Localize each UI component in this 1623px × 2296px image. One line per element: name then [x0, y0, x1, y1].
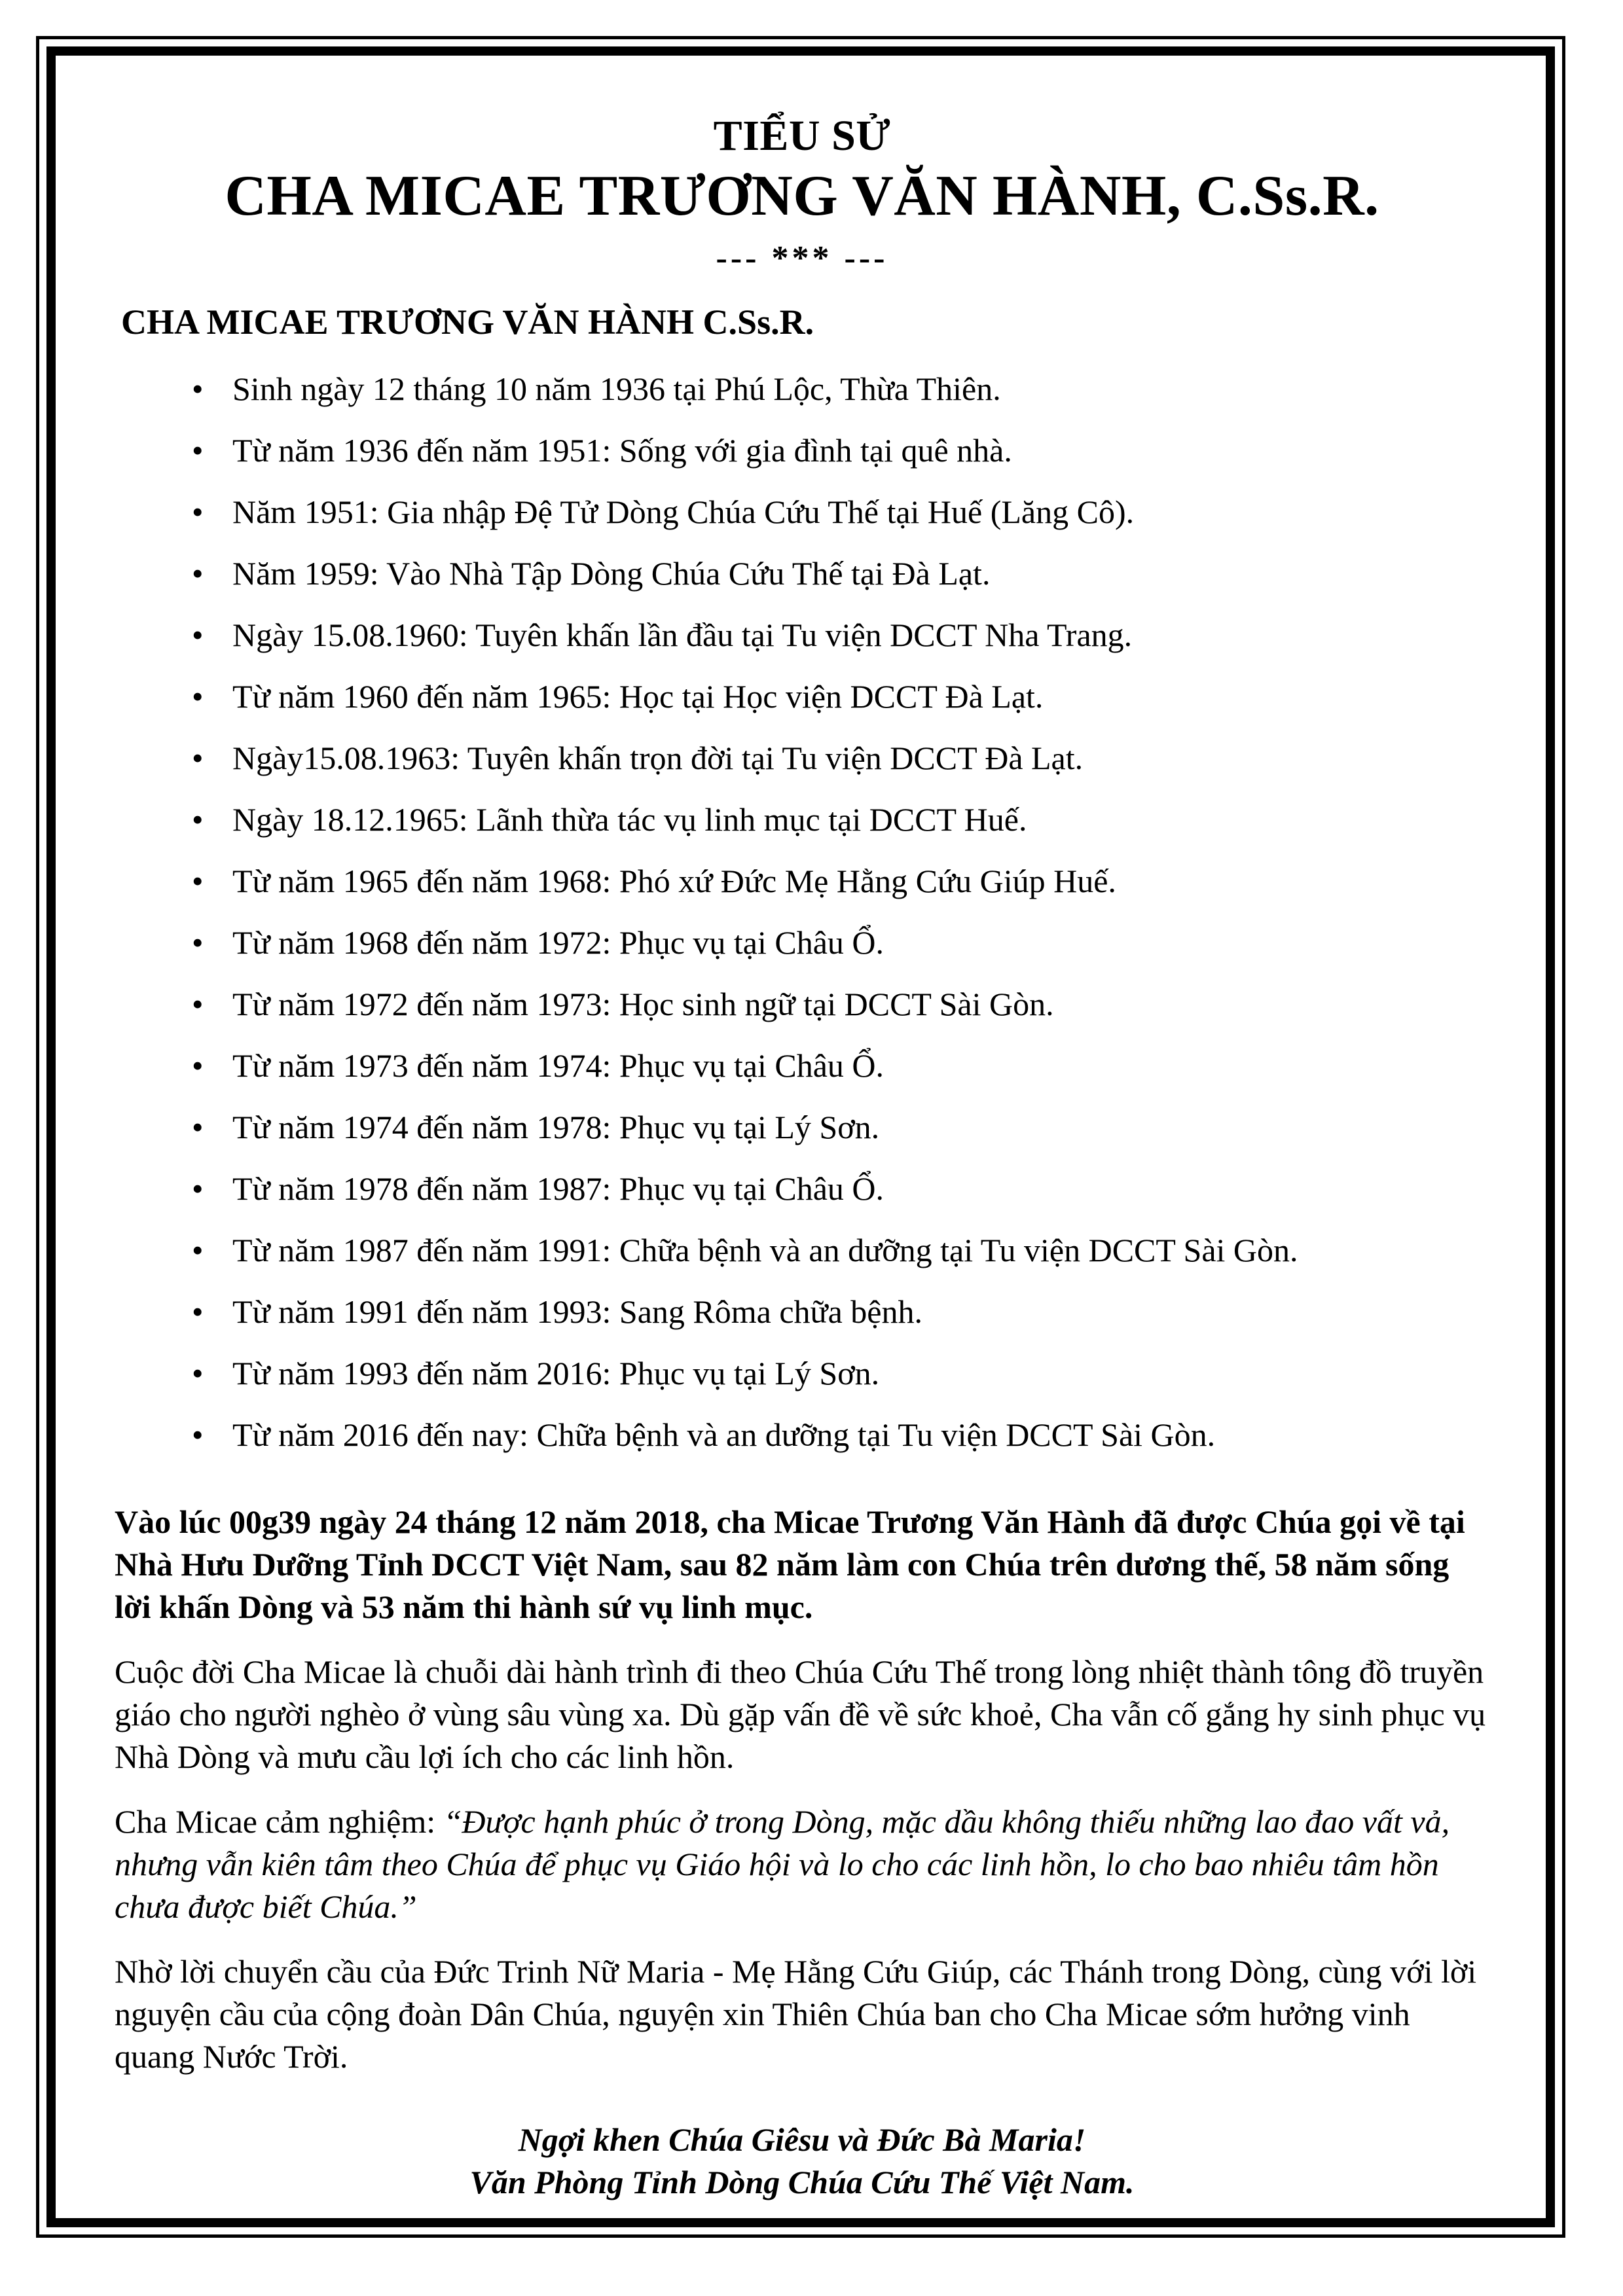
bullet-icon: •	[192, 554, 204, 592]
bullet-icon: •	[192, 800, 204, 838]
list-item-text: Từ năm 1991 đến năm 1993: Sang Rôma chữa bệnh.	[232, 1293, 923, 1330]
document-title-main: CHA MICAE TRƯƠNG VĂN HÀNH, C.Ss.R.	[225, 164, 1379, 228]
bullet-icon: •	[192, 1354, 204, 1391]
list-item-text: Từ năm 1965 đến năm 1968: Phó xứ Đức Mẹ Hằng Cứu Giúp Huế.	[232, 862, 1116, 899]
list-item-text: Ngày 15.08.1960: Tuyên khấn lần đầu tại Tu viện DCCT Nha Trang.	[232, 616, 1133, 653]
list-item-text: Ngày15.08.1963: Tuyên khấn trọn đời tại Tu viện DCCT Đà Lạt.	[232, 739, 1084, 776]
bullet-icon: •	[192, 431, 204, 469]
bullet-icon: •	[192, 493, 204, 530]
list-item	[115, 850, 1489, 912]
list-item	[115, 789, 1489, 850]
bullet-icon: •	[192, 862, 204, 899]
list-item-text: Từ năm 1973 đến năm 1974: Phục vụ tại Châu Ổ.	[232, 1047, 884, 1084]
bullet-icon: •	[192, 1293, 204, 1330]
list-item	[115, 420, 1489, 481]
list-item	[115, 604, 1489, 666]
bullet-icon: •	[192, 616, 204, 653]
list-item	[115, 1404, 1489, 1465]
bullet-icon: •	[192, 1047, 204, 1084]
list-item	[115, 1158, 1489, 1219]
list-item-text: Năm 1959: Vào Nhà Tập Dòng Chúa Cứu Thế tại Đà Lạt.	[232, 554, 991, 592]
death-announcement-paragraph: Vào lúc 00g39 ngày 24 tháng 12 năm 2018, cha Micae Trương Văn Hành đã được Chúa gọi về tại Nhà Hưu Dưỡng Tỉnh DCCT Việt Nam, sau 82 năm làm con Chúa trên dương thế, 58 năm sống lời khấn Dòng và 53 năm thi hành sứ vụ linh mục.	[115, 1503, 1465, 1625]
list-item-text: Từ năm 1960 đến năm 1965: Học tại Học viện DCCT Đà Lạt.	[232, 677, 1044, 715]
bullet-icon: •	[192, 985, 204, 1022]
list-item	[115, 912, 1489, 973]
bullet-icon: •	[192, 1416, 204, 1453]
list-item-text: Từ năm 1974 đến năm 1978: Phục vụ tại Lý Sơn.	[232, 1108, 880, 1145]
closing-signature-line: Văn Phòng Tỉnh Dòng Chúa Cứu Thế Việt Nam.	[469, 2163, 1135, 2200]
list-item-text: Từ năm 1936 đến năm 1951: Sống với gia đình tại quê nhà.	[232, 431, 1012, 469]
list-item-text: Từ năm 1978 đến năm 1987: Phục vụ tại Châu Ổ.	[232, 1170, 884, 1207]
closing-praise-line: Ngợi khen Chúa Giêsu và Đức Bà Maria!	[518, 2121, 1086, 2158]
quote-body: “Được hạnh phúc ở trong Dòng, mặc dầu không thiếu những lao đao vất vả, nhưng vẫn kiên tâm theo Chúa để phục vụ Giáo hội và lo cho các linh hồn, lo cho bao nhiêu tâm hồn chưa được biết Chúa.”	[115, 1803, 1450, 1925]
bullet-icon: •	[192, 1108, 204, 1145]
quote-paragraph	[115, 1778, 1489, 1928]
list-item	[115, 358, 1489, 420]
document-content	[115, 85, 1489, 2200]
list-item	[115, 543, 1489, 604]
list-item	[115, 1342, 1489, 1404]
bullet-icon: •	[192, 1170, 204, 1207]
list-item-text: Từ năm 1987 đến năm 1991: Chữa bệnh và an dưỡng tại Tu viện DCCT Sài Gòn.	[232, 1231, 1298, 1268]
list-item	[115, 1281, 1489, 1342]
list-item	[115, 1035, 1489, 1096]
list-item-text: Từ năm 1968 đến năm 1972: Phục vụ tại Châu Ổ.	[232, 924, 884, 961]
bullet-icon: •	[192, 924, 204, 961]
list-item	[115, 727, 1489, 789]
quote-lead-in: Cha Micae cảm nghiệm:	[115, 1803, 444, 1840]
bullet-icon: •	[192, 739, 204, 776]
section-heading-name: CHA MICAE TRƯƠNG VĂN HÀNH C.Ss.R.	[121, 302, 814, 342]
life-summary-paragraph: Cuộc đời Cha Micae là chuỗi dài hành trình đi theo Chúa Cứu Thế trong lòng nhiệt thành tông đồ truyền giáo cho người nghèo ở vùng sâu vùng xa. Dù gặp vấn đề về sức khoẻ, Cha vẫn cố gắng hy sinh phục vụ Nhà Dòng và mưu cầu lợi ích cho các linh hồn.	[115, 1653, 1486, 1775]
list-item-text: Từ năm 1993 đến năm 2016: Phục vụ tại Lý Sơn.	[232, 1354, 880, 1391]
list-item	[115, 973, 1489, 1035]
title-divider: --- *** ---	[716, 240, 888, 278]
list-item-text: Năm 1951: Gia nhập Đệ Tử Dòng Chúa Cứu Thế tại Huế (Lăng Cô).	[232, 493, 1135, 530]
list-item-text: Sinh ngày 12 tháng 10 năm 1936 tại Phú Lộc, Thừa Thiên.	[232, 370, 1001, 407]
document-title-kicker: TIỂU SỬ	[713, 112, 891, 160]
list-item-text: Từ năm 2016 đến nay: Chữa bệnh và an dưỡng tại Tu viện DCCT Sài Gòn.	[232, 1416, 1216, 1453]
prayer-paragraph: Nhờ lời chuyển cầu của Đức Trinh Nữ Maria - Mẹ Hằng Cứu Giúp, các Thánh trong Dòng, cùng với lời nguyện cầu của cộng đoàn Dân Chúa, nguyện xin Thiên Chúa ban cho Cha Micae sớm hưởng vinh quang Nước Trời.	[115, 1952, 1477, 2075]
list-item	[115, 666, 1489, 727]
list-item	[115, 481, 1489, 543]
list-item	[115, 1096, 1489, 1158]
bullet-icon: •	[192, 677, 204, 715]
biography-timeline-list	[115, 344, 1489, 1465]
bullet-icon: •	[192, 1231, 204, 1268]
list-item	[115, 1219, 1489, 1281]
bullet-icon: •	[192, 370, 204, 407]
list-item-text: Ngày 18.12.1965: Lãnh thừa tác vụ linh mục tại DCCT Huế.	[232, 800, 1027, 838]
list-item-text: Từ năm 1972 đến năm 1973: Học sinh ngữ tại DCCT Sài Gòn.	[232, 985, 1054, 1022]
